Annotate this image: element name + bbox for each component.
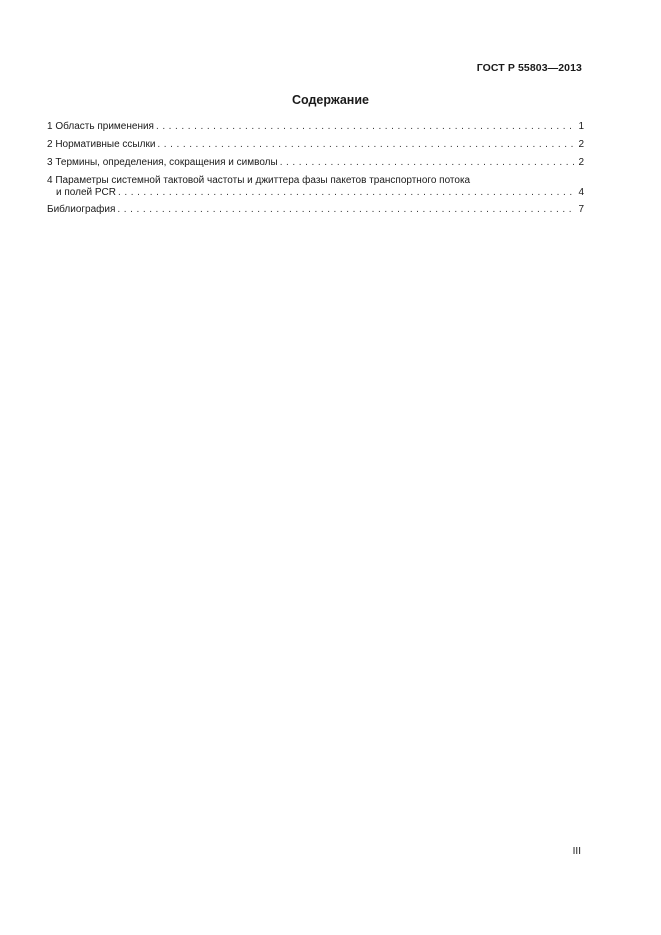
toc-entry-page: 7 xyxy=(578,204,584,215)
dot-leader xyxy=(118,187,576,199)
dot-leader xyxy=(157,139,576,151)
table-of-contents xyxy=(47,121,584,222)
dot-leader xyxy=(280,157,577,169)
toc-entry-page: 4 xyxy=(578,187,584,198)
document-code: ГОСТ Р 55803—2013 xyxy=(476,62,582,74)
toc-entry-terms[interactable] xyxy=(47,157,584,169)
dot-leader xyxy=(117,204,576,216)
toc-entry-label: Библиография xyxy=(47,204,116,215)
page-number: III xyxy=(572,846,581,857)
toc-entry-page: 1 xyxy=(578,121,584,132)
toc-entry-normative-references[interactable] xyxy=(47,139,584,151)
toc-entry-page: 2 xyxy=(578,139,584,150)
toc-title: Содержание xyxy=(291,93,369,107)
toc-entry-label: 2 Нормативные ссылки xyxy=(47,139,156,150)
dot-leader xyxy=(156,121,576,133)
toc-entry-parameters[interactable] xyxy=(47,175,584,199)
toc-entry-scope[interactable] xyxy=(47,121,584,133)
toc-entry-bibliography[interactable] xyxy=(47,204,584,216)
toc-entry-label: 4 Параметры системной тактовой частоты и джиттера фазы пакетов транспортного потока xyxy=(47,175,471,186)
toc-entry-label: 1 Область применения xyxy=(47,121,154,132)
toc-entry-page: 2 xyxy=(578,157,584,168)
toc-entry-label-continuation: и полей PCR xyxy=(56,187,116,198)
toc-entry-label: 3 Термины, определения, сокращения и символы xyxy=(47,157,278,168)
